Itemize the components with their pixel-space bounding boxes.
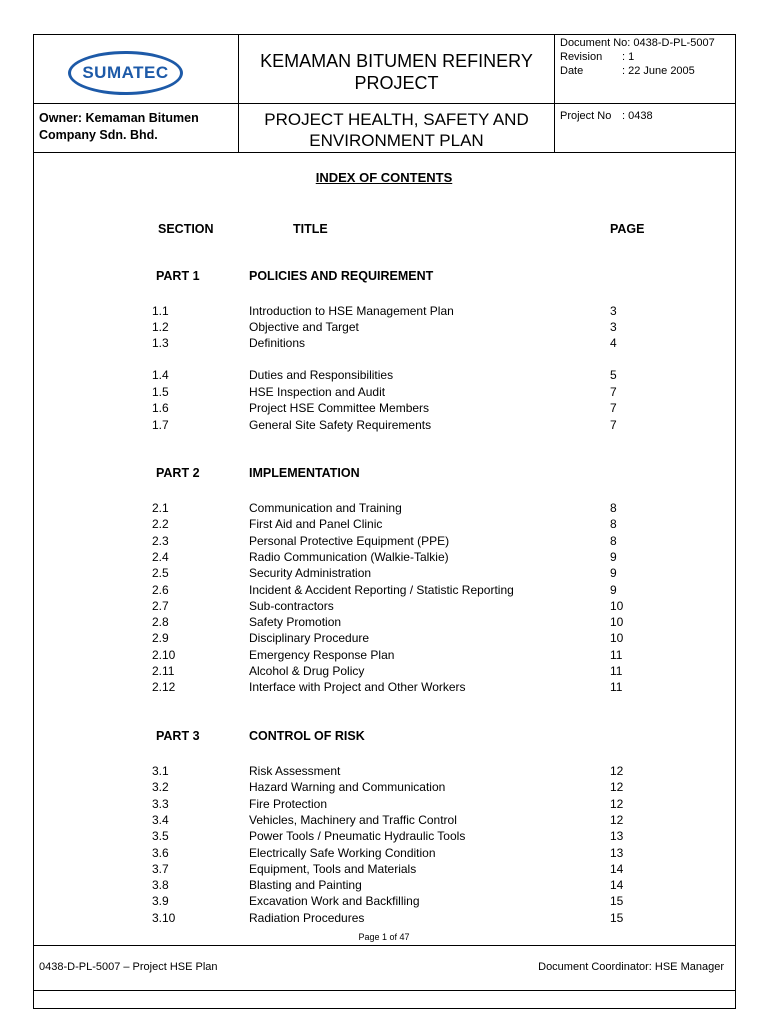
toc-entry-page: 3	[610, 304, 617, 318]
toc-entry-page: 8	[610, 501, 617, 515]
toc-entry-title: HSE Inspection and Audit	[249, 385, 386, 399]
toc-entry-title: Fire Protection	[249, 796, 328, 811]
toc-entry-page: 3	[610, 320, 617, 334]
index-heading: INDEX OF CONTENTS	[315, 170, 453, 185]
toc-entry-page: 9	[610, 549, 617, 564]
toc-entry-number: 1.5	[152, 385, 169, 399]
toc-entry-title: Electrically Safe Working Condition	[249, 845, 436, 860]
logo-text: SUMATEC	[82, 63, 169, 82]
toc-entry-number: 1.1	[152, 304, 169, 318]
part-label: PART 3	[156, 729, 200, 743]
toc-entry-title: Alcohol & Drug Policy	[249, 664, 365, 678]
project-title: KEMAMAN BITUMEN REFINERY PROJECT	[260, 51, 533, 93]
toc-entry-page: 7	[610, 418, 617, 432]
toc-entry-page: 10	[610, 598, 624, 613]
toc-entry-number: 2.6	[152, 582, 169, 597]
toc-entry-page: 8	[610, 517, 617, 532]
toc-entry-title: Sub-contractors	[249, 598, 334, 613]
document-no: Document No: 0438-D-PL-5007	[560, 37, 715, 49]
toc-entry-number: 2.10	[152, 647, 176, 662]
part-title: POLICIES AND REQUIREMENT	[249, 269, 434, 283]
toc-entry-page: 11	[610, 664, 623, 678]
toc-entry-page: 12	[610, 812, 624, 827]
date-value: : 22 June 2005	[622, 65, 695, 77]
company-logo	[68, 51, 183, 95]
toc-entry-number: 3.8	[152, 878, 169, 893]
toc-entry-page: 10	[610, 631, 624, 646]
toc-entry-page: 15	[610, 894, 624, 909]
toc-entry-title: Risk Assessment	[249, 764, 341, 778]
project-no-label: Project No	[560, 110, 612, 122]
footer-coordinator: Document Coordinator: HSE Manager	[538, 961, 724, 973]
toc-entry-page: 11	[610, 680, 623, 695]
toc-entry-title: Radiation Procedures	[249, 910, 365, 925]
header-vrule-right	[554, 34, 555, 153]
toc-entry-title: Project HSE Committee Members	[249, 401, 430, 415]
toc-entry-number: 1.7	[152, 418, 169, 432]
toc-entry-page: 12	[610, 780, 624, 795]
footer-top-rule	[33, 945, 736, 946]
toc-entry-title: Definitions	[249, 336, 306, 350]
toc-entry-title: Duties and Responsibilities	[249, 368, 394, 382]
toc-entry-title: Personal Protective Equipment (PPE)	[249, 533, 450, 548]
toc-entry-page: 13	[610, 845, 624, 860]
toc-entry-page: 9	[610, 582, 617, 597]
toc-entry-page: 12	[610, 796, 624, 811]
toc-entry-title: General Site Safety Requirements	[249, 418, 432, 432]
toc-entry-title: Introduction to HSE Management Plan	[249, 304, 454, 318]
toc-entry-number: 3.6	[152, 845, 169, 860]
toc-entry-title: Equipment, Tools and Materials	[249, 861, 417, 876]
toc-entry-number: 3.10	[152, 910, 176, 925]
header-bottom-rule	[33, 152, 736, 153]
toc-entry-page: 5	[610, 368, 617, 382]
toc-entry-title: Safety Promotion	[249, 615, 342, 630]
toc-entry-number: 2.9	[152, 631, 169, 646]
toc-entry-number: 3.3	[152, 796, 169, 811]
toc-entry-number: 3.7	[152, 861, 169, 876]
toc-entry-title: Excavation Work and Backfilling	[249, 894, 420, 909]
toc-entry-title: Blasting and Painting	[249, 878, 362, 893]
toc-entry-number: 2.3	[152, 533, 169, 548]
toc-entry-number: 1.3	[152, 336, 169, 350]
owner-name: Owner: Kemaman Bitumen Company Sdn. Bhd.	[39, 111, 199, 142]
toc-entry-title: Vehicles, Machinery and Traffic Control	[249, 812, 457, 827]
toc-entry-number: 3.1	[152, 764, 169, 778]
column-header-section: SECTION	[158, 222, 214, 236]
date-label: Date	[560, 65, 584, 77]
part-title: IMPLEMENTATION	[249, 466, 360, 480]
toc-entry-page: 10	[610, 615, 624, 630]
toc-entry-number: 3.9	[152, 894, 169, 909]
plan-title: PROJECT HEALTH, SAFETY AND ENVIRONMENT PLAN	[264, 110, 529, 150]
toc-entry-page: 14	[610, 861, 624, 876]
toc-entry-page: 11	[610, 647, 623, 662]
toc-entry-page: 15	[610, 910, 624, 925]
toc-entry-page: 7	[610, 385, 617, 399]
toc-entry-number: 2.1	[152, 501, 169, 515]
toc-entry-number: 3.5	[152, 829, 169, 844]
toc-entry-title: Emergency Response Plan	[249, 647, 395, 662]
toc-entry-title: Incident & Accident Reporting / Statistic Reporting	[249, 582, 514, 597]
header-divider	[33, 103, 736, 104]
toc-entry-number: 2.8	[152, 615, 169, 630]
toc-entry-number: 3.4	[152, 812, 169, 827]
toc-entry-number: 2.5	[152, 566, 169, 581]
footer-doc-ref: 0438-D-PL-5007 – Project HSE Plan	[39, 961, 218, 973]
toc-entry-title: Communication and Training	[249, 501, 402, 515]
column-header-title: TITLE	[293, 222, 328, 236]
part-label: PART 2	[156, 466, 200, 480]
toc-entry-title: Power Tools / Pneumatic Hydraulic Tools	[249, 829, 466, 844]
revision-value: : 1	[622, 51, 635, 63]
toc-entry-page: 9	[610, 566, 617, 581]
toc-entry-number: 2.12	[152, 680, 176, 695]
toc-entry-page: 8	[610, 533, 617, 548]
toc-entry-number: 1.4	[152, 368, 169, 382]
toc-entry-number: 2.4	[152, 549, 169, 564]
toc-entry-number: 2.2	[152, 517, 169, 532]
toc-entry-number: 2.11	[152, 664, 175, 678]
toc-entry-number: 1.6	[152, 401, 169, 415]
toc-entry-title: Hazard Warning and Communication	[249, 780, 446, 795]
footer-bottom-rule	[33, 990, 736, 991]
toc-entry-title: First Aid and Panel Clinic	[249, 517, 383, 532]
toc-entry-title: Objective and Target	[249, 320, 359, 334]
toc-entry-page: 4	[610, 336, 617, 350]
toc-entry-title: Interface with Project and Other Workers	[249, 680, 466, 695]
toc-entry-number: 3.2	[152, 780, 169, 795]
part-label: PART 1	[156, 269, 200, 283]
page-indicator: Page 1 of 47	[358, 932, 410, 942]
project-no-value: : 0438	[622, 110, 653, 122]
toc-entry-title: Radio Communication (Walkie-Talkie)	[249, 549, 449, 564]
part-title: CONTROL OF RISK	[249, 729, 365, 743]
toc-entry-page: 12	[610, 764, 624, 778]
toc-entry-number: 2.7	[152, 598, 169, 613]
toc-entry-page: 13	[610, 829, 624, 844]
toc-entry-number: 1.2	[152, 320, 169, 334]
toc-entry-title: Security Administration	[249, 566, 372, 581]
toc-entry-title: Disciplinary Procedure	[249, 631, 370, 646]
column-header-page: PAGE	[610, 222, 645, 236]
toc-entry-page: 14	[610, 878, 624, 893]
revision-label: Revision	[560, 51, 603, 63]
toc-entry-page: 7	[610, 401, 617, 415]
